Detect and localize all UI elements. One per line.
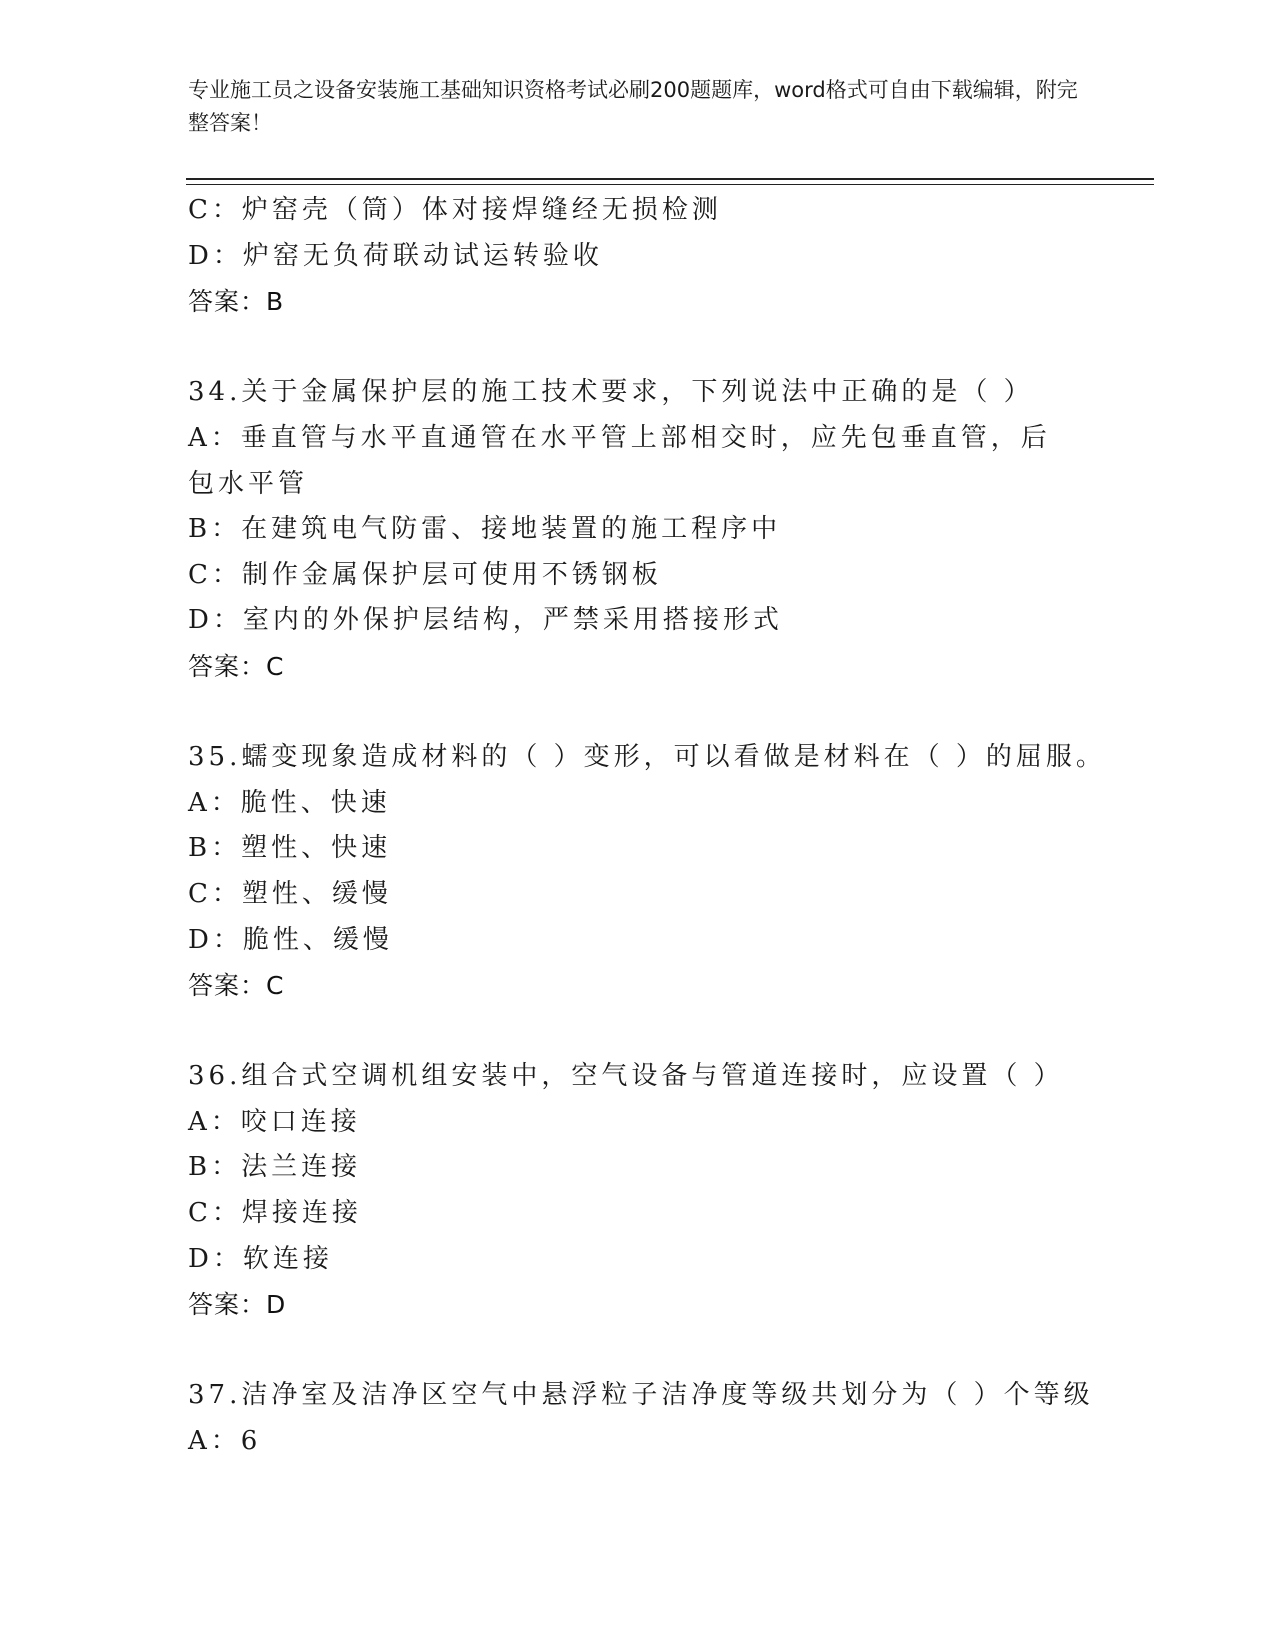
question-37 (188, 1373, 1094, 1464)
option-d: D：室内的外保护层结构，严禁采用搭接形式 (188, 605, 783, 636)
option-b: B：在建筑电气防雷、接地装置的施工程序中 (188, 514, 782, 545)
spacer (188, 690, 1088, 736)
spacer (188, 325, 1088, 371)
question-text: 36.组合式空调机组安装中，空气设备与管道连接时，应设置（ ） (188, 1061, 1064, 1092)
option-d: D：炉窑无负荷联动试运转验收 (188, 240, 603, 271)
answer-label: 答案：B (188, 287, 285, 317)
option-a: A：垂直管与水平直通管在水平管上部相交时，应先包垂直管，后包水平管 (188, 422, 1051, 499)
question-text: 37.洁净室及洁净区空气中悬浮粒子洁净度等级共划分为（ ）个等级 (188, 1380, 1094, 1411)
question-34 (188, 370, 1088, 689)
question-33-tail (188, 188, 1088, 325)
answer-label: 答案：C (188, 651, 285, 681)
option-b: B：塑性、快速 (188, 833, 392, 864)
question-text: 35.蠕变现象造成材料的（ ）变形，可以看做是材料在（ ）的屈服。 (188, 742, 1106, 773)
option-d: D：脆性、缓慢 (188, 924, 393, 955)
question-36 (188, 1054, 1088, 1328)
page-header-title: 专业施工员之设备安装施工基础知识资格考试必刷200题题库，word格式可自由下载编辑，附完整答案！ (188, 78, 1078, 135)
header-divider-thin (186, 184, 1154, 185)
option-a: A：咬口连接 (188, 1106, 361, 1137)
option-c: C：制作金属保护层可使用不锈钢板 (188, 559, 662, 590)
option-c: C：塑性、缓慢 (188, 878, 392, 909)
option-a: A：脆性、快速 (188, 787, 391, 818)
option-a: A：6 (188, 1426, 262, 1457)
question-35 (188, 735, 1106, 1009)
answer-label: 答案：D (188, 1290, 287, 1320)
answer-label: 答案：C (188, 971, 285, 1001)
question-text: 34.关于金属保护层的施工技术要求，下列说法中正确的是（ ） (188, 377, 1034, 408)
option-c: C：焊接连接 (188, 1198, 362, 1229)
question-list (188, 188, 1106, 1465)
header-divider-thick (186, 178, 1154, 180)
spacer (188, 1009, 1088, 1055)
spacer (188, 1328, 1088, 1374)
option-d: D：软连接 (188, 1243, 333, 1274)
option-b: B：法兰连接 (188, 1152, 362, 1183)
option-c: C：炉窑壳（筒）体对接焊缝经无损检测 (188, 195, 722, 225)
